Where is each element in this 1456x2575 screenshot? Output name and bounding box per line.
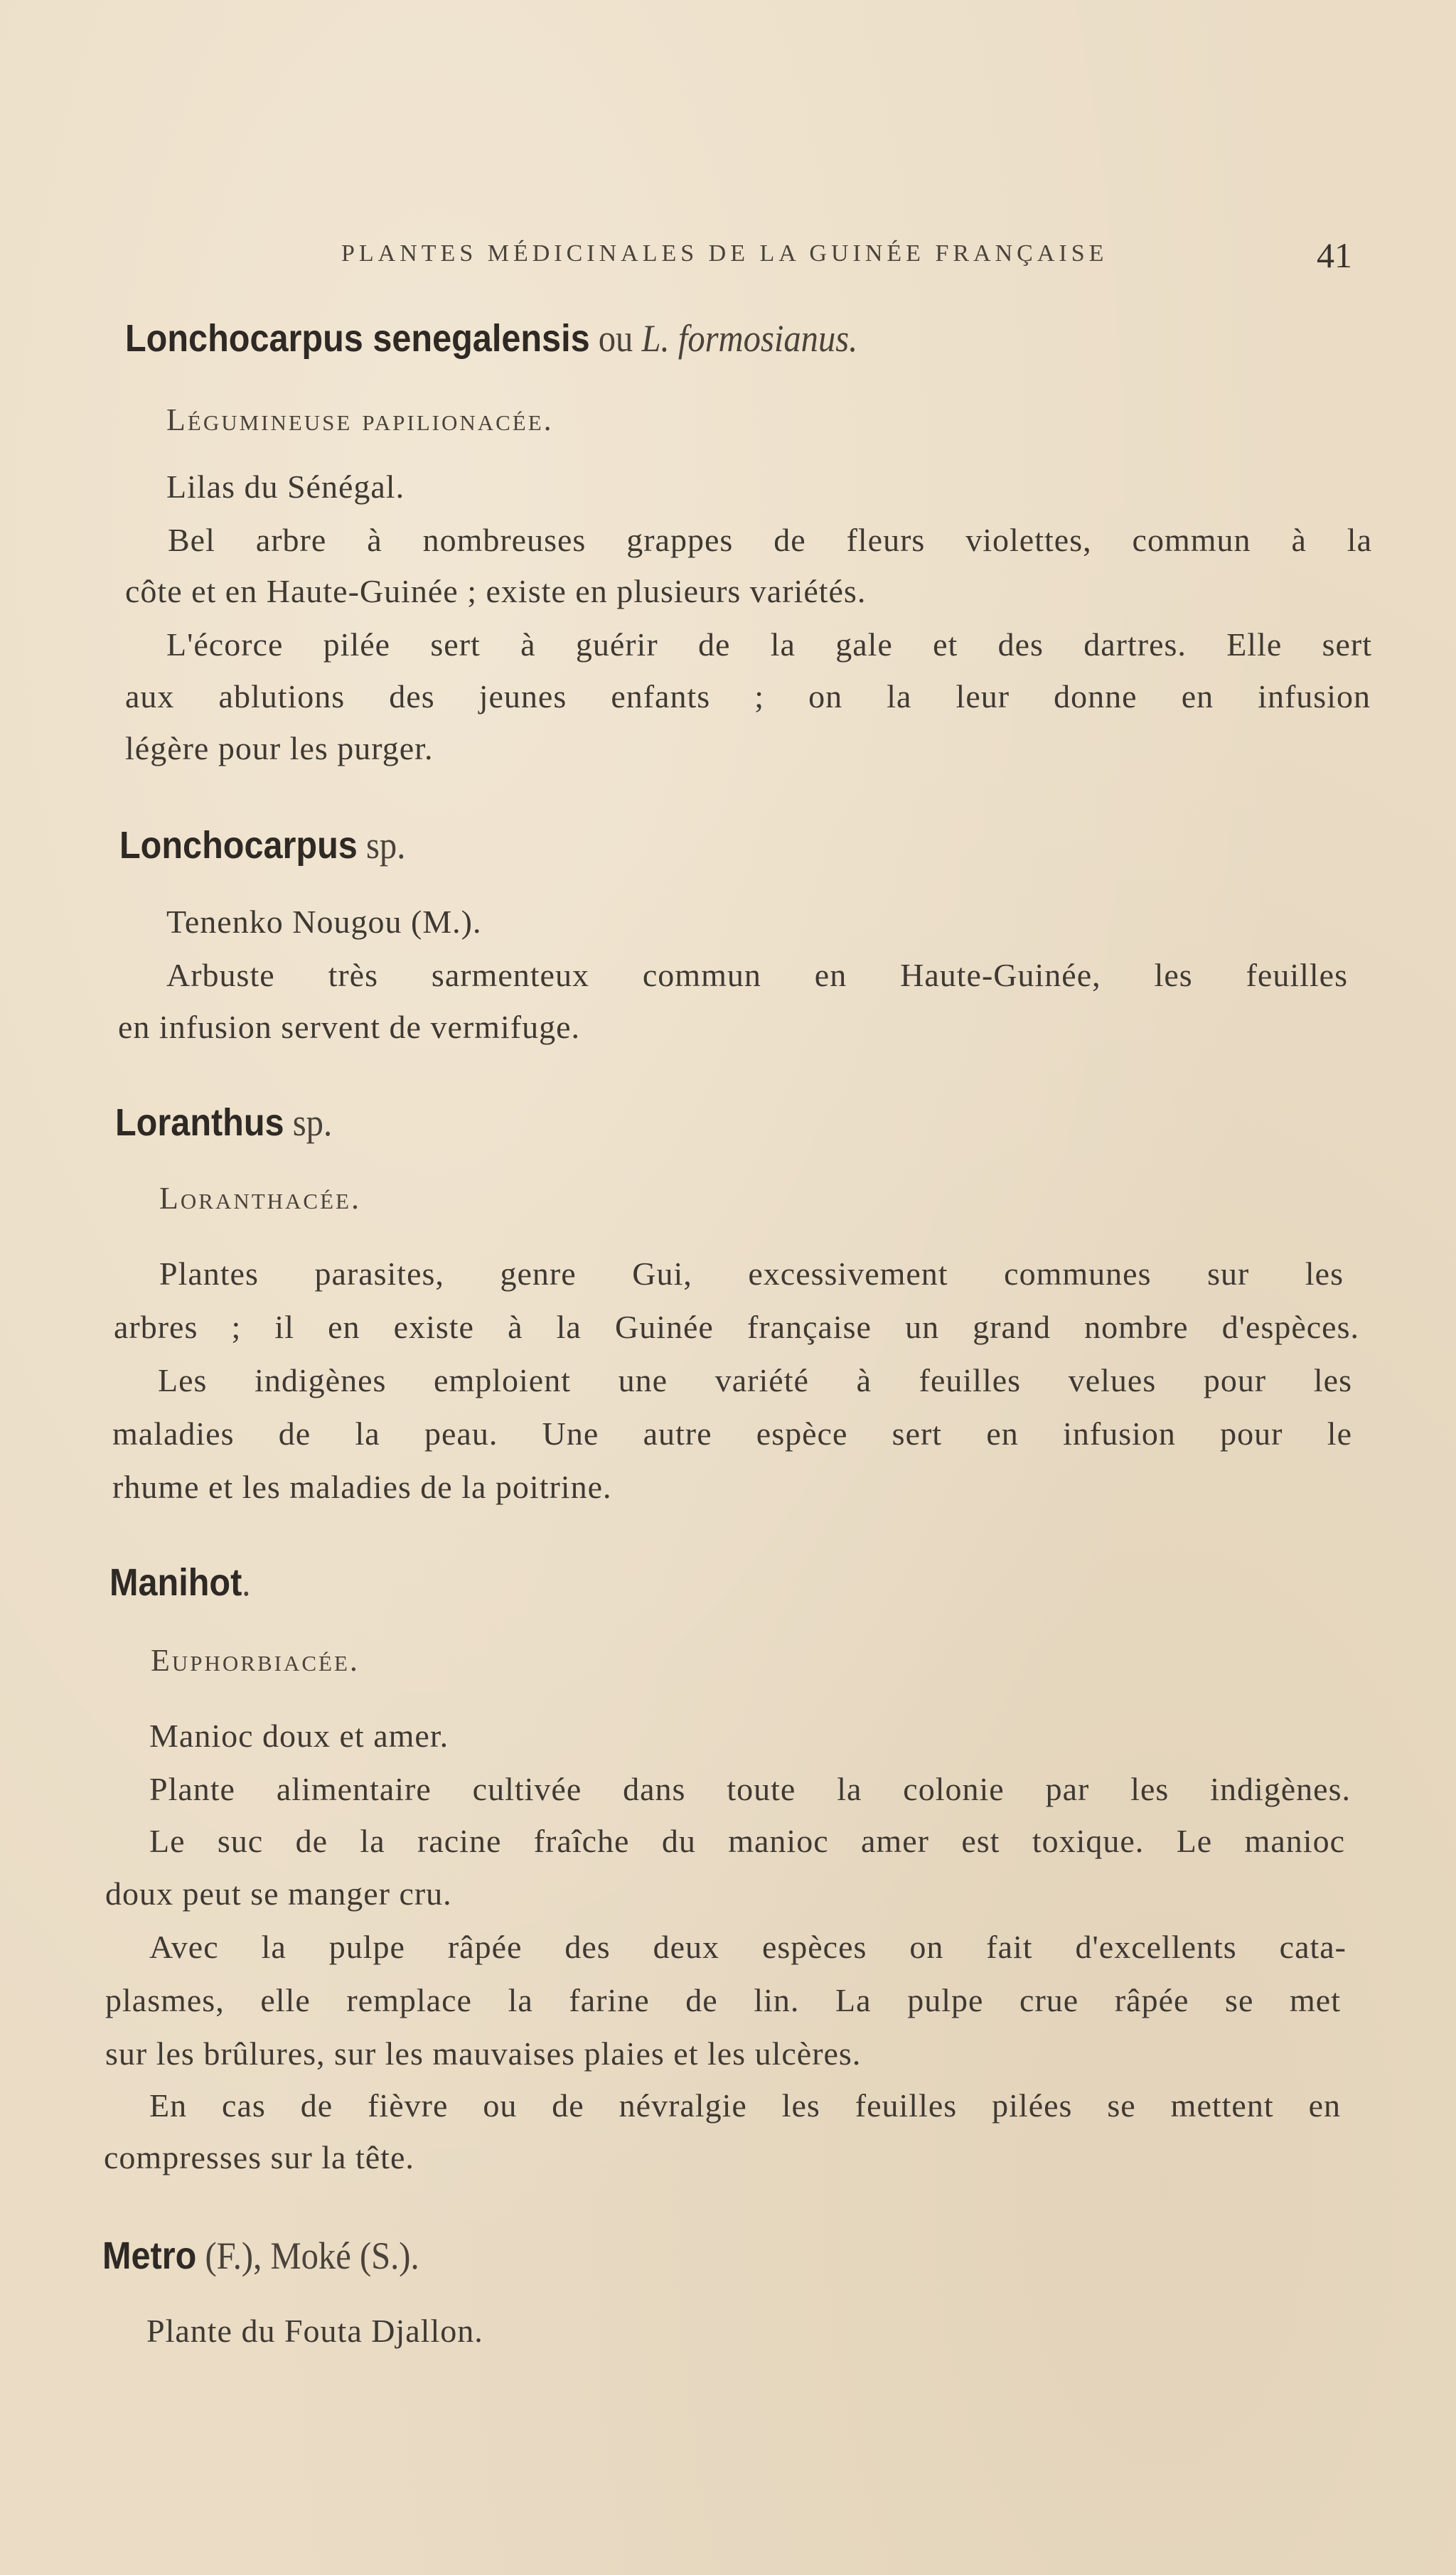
entry-text-line: Lilas du Sénégal. bbox=[166, 469, 405, 505]
entry-text-line: Arbuste très sarmenteux commun en Haute-Guinée, les feuilles bbox=[166, 957, 1348, 993]
entry-name-rest: (F.), Moké (S.). bbox=[196, 2234, 419, 2277]
entry-title-lonchocarpus-senegalensis bbox=[125, 316, 857, 360]
entry-name: Lonchocarpus senegalensis bbox=[125, 317, 590, 360]
entry-name: Loranthus bbox=[115, 1101, 284, 1144]
entry-family: Euphorbiacée. bbox=[151, 1643, 360, 1678]
entry-text-line: Le suc de la racine fraîche du manioc amer est toxique. Le manioc bbox=[149, 1823, 1345, 1859]
entry-text-line: plasmes, elle remplace la farine de lin. La pulpe crue râpée se met bbox=[105, 1982, 1341, 2018]
entry-title-loranthus bbox=[115, 1101, 332, 1145]
entry-text-line: légère pour les purger. bbox=[125, 730, 434, 766]
entry-name-rest: sp. bbox=[357, 824, 406, 867]
entry-name: Metro bbox=[102, 2234, 197, 2277]
entry-text-line: Plante du Fouta Djallon. bbox=[146, 2313, 483, 2349]
entry-text-line: Manioc doux et amer. bbox=[149, 1718, 449, 1754]
entry-name-rest: ou bbox=[589, 317, 642, 360]
entry-title-lonchocarpus-sp bbox=[119, 823, 405, 867]
entry-text-line: doux peut se manger cru. bbox=[105, 1875, 452, 1912]
entry-text-line: compresses sur la tête. bbox=[104, 2139, 414, 2175]
entry-text-line: L'écorce pilée sert à guérir de la gale et des dartres. Elle sert bbox=[166, 626, 1372, 663]
entry-family: Loranthacée. bbox=[159, 1181, 361, 1216]
entry-text-line: En cas de fièvre ou de névralgie les feuilles pilées se mettent en bbox=[149, 2087, 1341, 2124]
entry-text-line: aux ablutions des jeunes enfants ; on la leur donne en infusion bbox=[125, 678, 1371, 714]
entry-text-line: Plante alimentaire cultivée dans toute la colonie par les indigènes. bbox=[149, 1771, 1351, 1807]
entry-text-line: Plantes parasites, genre Gui, excessivement communes sur les bbox=[159, 1256, 1344, 1292]
entry-name: Lonchocarpus bbox=[119, 824, 358, 867]
entry-family: Légumineuse papilionacée. bbox=[166, 402, 554, 437]
entry-synonym: L. formosianus. bbox=[641, 317, 858, 360]
entry-text-line: Avec la pulpe râpée des deux espèces on fait d'excellents cata- bbox=[149, 1929, 1347, 1965]
entry-text-line: Les indigènes emploient une variété à feuilles velues pour les bbox=[158, 1362, 1352, 1398]
entry-name-rest: . bbox=[242, 1561, 251, 1604]
entry-name: Manihot bbox=[109, 1561, 242, 1604]
entry-text-line: côte et en Haute-Guinée ; existe en plusieurs variétés. bbox=[125, 573, 867, 609]
entry-text-line: maladies de la peau. Une autre espèce sert en infusion pour le bbox=[112, 1415, 1352, 1452]
entry-name-rest: sp. bbox=[284, 1101, 333, 1144]
entry-text-line: Bel arbre à nombreuses grappes de fleurs violettes, commun à la bbox=[168, 522, 1372, 558]
page-number: 41 bbox=[1317, 235, 1352, 275]
entry-title-manihot bbox=[109, 1560, 250, 1605]
entry-text-line: sur les brûlures, sur les mauvaises plaies et les ulcères. bbox=[105, 2035, 862, 2072]
entry-text-line: rhume et les maladies de la poitrine. bbox=[112, 1469, 612, 1505]
entry-title-metro bbox=[102, 2234, 419, 2278]
entry-text-line: arbres ; il en existe à la Guinée française un grand nombre d'espèces. bbox=[114, 1309, 1359, 1345]
entry-text-line: Tenenko Nougou (M.). bbox=[166, 904, 482, 940]
running-head: PLANTES MÉDICINALES DE LA GUINÉE FRANÇAISE bbox=[341, 240, 1108, 267]
entry-text-line: en infusion servent de vermifuge. bbox=[118, 1009, 580, 1045]
